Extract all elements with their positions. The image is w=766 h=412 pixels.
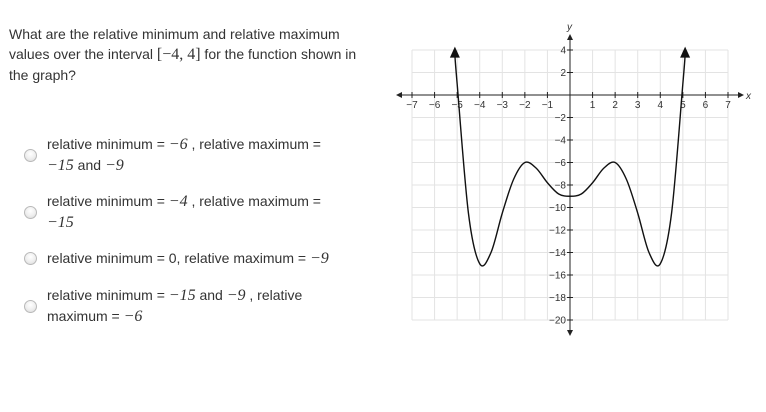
option-1-line1-suffix: , relative maximum = <box>187 136 321 152</box>
function-graph <box>390 18 760 348</box>
y-tick-label: 2 <box>560 68 566 79</box>
x-tick-label: 6 <box>702 100 709 111</box>
answer-option-3-label <box>47 248 329 269</box>
answer-option-4[interactable] <box>24 285 354 327</box>
x-tick-label: −3 <box>496 100 508 111</box>
option-3-line1-math: −9 <box>309 250 329 267</box>
question-interval: [−4, 4] <box>156 46 201 63</box>
x-tick-label: 7 <box>725 100 731 111</box>
y-tick-label: −2 <box>554 113 566 124</box>
answer-option-1-label <box>47 134 321 176</box>
x-axis-arrow-left <box>396 92 402 98</box>
option-4-line1-mid: and <box>195 287 227 303</box>
x-tick-label: −2 <box>519 100 531 111</box>
y-tick-label: −10 <box>549 203 566 214</box>
x-axis-arrow-right <box>738 92 744 98</box>
y-tick-label: −8 <box>554 180 566 192</box>
x-tick-label: −1 <box>541 100 554 111</box>
answer-option-2[interactable] <box>24 191 354 233</box>
x-tick-label: 4 <box>657 100 664 111</box>
question-text <box>9 24 369 85</box>
radio-button-3[interactable] <box>24 252 37 265</box>
option-2-line2-math1: −15 <box>47 214 74 231</box>
y-tick-label: −20 <box>549 315 566 327</box>
y-tick-label: −12 <box>549 225 566 237</box>
question-text-before: What are the relative minimum and relative maximum values over the interval <box>9 26 340 62</box>
option-1-line2-math2: −9 <box>104 157 124 174</box>
option-1-line1-math: −6 <box>168 136 188 153</box>
option-4-line1-math2: −9 <box>226 287 246 304</box>
answer-option-1[interactable] <box>24 134 354 176</box>
option-3-line1-prefix: relative minimum = 0, relative maximum = <box>47 250 310 266</box>
option-1-line2-math1: −15 <box>47 157 74 174</box>
x-tick-label: 5 <box>680 100 686 111</box>
radio-button-4[interactable] <box>24 300 37 313</box>
radio-button-2[interactable] <box>24 206 37 219</box>
y-axis-arrow-down <box>567 330 573 336</box>
option-2-line1-math: −4 <box>168 193 188 210</box>
x-tick-label: −6 <box>428 100 441 111</box>
option-4-line2-prefix: maximum = <box>47 308 124 324</box>
y-tick-label: −16 <box>549 270 566 282</box>
y-axis-arrow-up <box>567 34 573 40</box>
y-tick-label: −18 <box>549 293 566 304</box>
option-4-line1-math: −15 <box>168 287 196 304</box>
y-tick-label: −14 <box>549 248 566 259</box>
answer-option-2-label <box>47 191 321 233</box>
answer-option-4-label <box>47 285 302 327</box>
y-tick-label: 4 <box>560 45 566 57</box>
radio-button-1[interactable] <box>24 149 37 162</box>
x-tick-label: −5 <box>451 100 463 111</box>
option-2-line1-suffix: , relative maximum = <box>187 193 321 209</box>
option-4-line2-math1: −6 <box>123 308 143 325</box>
tick-labels <box>406 22 752 327</box>
x-tick-label: 2 <box>612 100 618 111</box>
y-tick-label: −4 <box>554 135 566 147</box>
question-text-after: for the function shown in the graph? <box>9 46 357 83</box>
x-axis-label: x <box>746 91 751 102</box>
x-tick-label: 3 <box>634 100 641 111</box>
x-tick-label: −7 <box>406 100 418 111</box>
option-1-line1-prefix: relative minimum = <box>47 136 169 152</box>
curve-arrow-right <box>680 47 690 58</box>
option-4-line1-prefix: relative minimum = <box>47 287 169 303</box>
x-tick-label: 1 <box>589 100 596 111</box>
y-tick-label: −6 <box>554 158 566 169</box>
y-axis-label: y <box>567 22 572 33</box>
option-1-line2-mid: and <box>73 157 105 173</box>
answer-option-3[interactable] <box>24 248 354 269</box>
x-tick-label: −4 <box>474 100 486 111</box>
option-4-line1-suffix: , relative <box>245 287 303 303</box>
option-2-line1-prefix: relative minimum = <box>47 193 169 209</box>
curve-arrow-left <box>450 47 460 58</box>
